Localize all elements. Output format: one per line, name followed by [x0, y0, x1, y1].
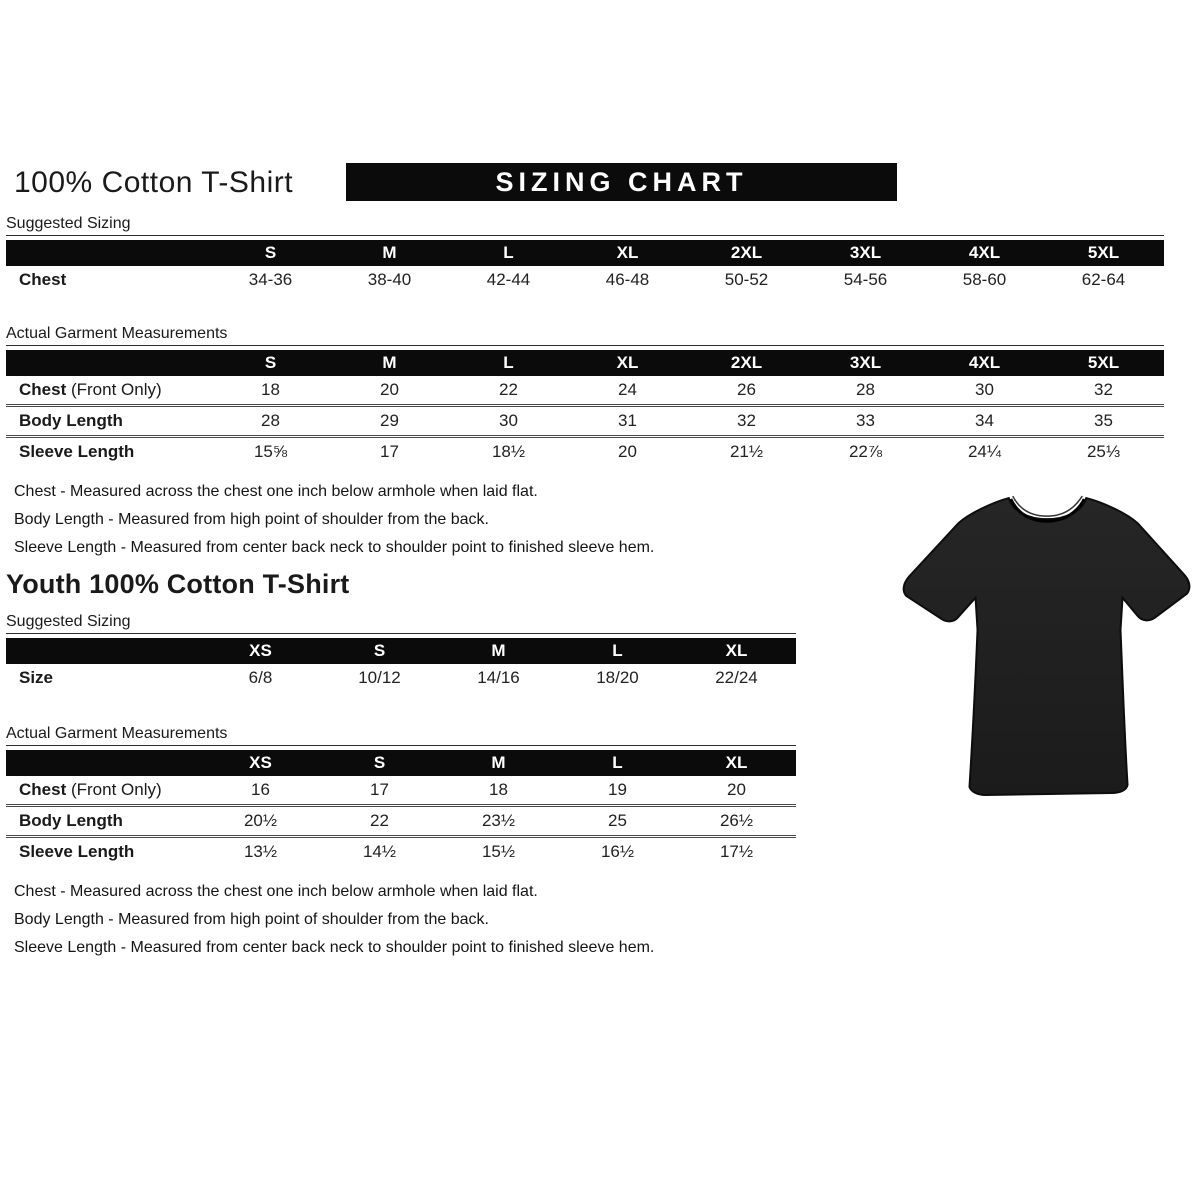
table-row [6, 435, 1164, 466]
row-label [6, 776, 201, 804]
measurement-cell: 34 [975, 411, 994, 430]
measurement-cell: 18 [261, 380, 280, 399]
column-header: 3XL [849, 243, 882, 262]
column-header: L [503, 243, 514, 262]
row-label-text: Body Length [19, 811, 123, 830]
measurement-cell: 16 [251, 780, 270, 799]
measurement-cell: 24¼ [967, 442, 1002, 461]
adult-suggested-sizing-label: Suggested Sizing [6, 214, 1164, 236]
row-label-text: Chest [19, 270, 67, 289]
measurement-cell: 18½ [491, 442, 526, 461]
row-label-text: Size [19, 668, 54, 687]
measurement-cell: 38-40 [367, 270, 412, 289]
row-label-text: Chest [19, 380, 67, 399]
page-title: 100% Cotton T-Shirt [14, 166, 294, 199]
measurement-cell: 22 [370, 811, 389, 830]
measurement-cell: 28 [261, 411, 280, 430]
adult-actual-measurements-label: Actual Garment Measurements [6, 324, 1164, 346]
measurement-cell: 19 [608, 780, 627, 799]
youth-actual-body [6, 776, 796, 866]
measurement-cell: 13½ [243, 842, 278, 861]
column-header: S [264, 243, 277, 262]
header-row [6, 163, 1194, 203]
measurement-cell: 18/20 [596, 668, 639, 687]
note-line: Chest - Measured across the chest one inch below armhole when laid flat. [14, 483, 538, 500]
measurement-cell: 15½ [481, 842, 516, 861]
measurement-cell: 17½ [719, 842, 754, 861]
row-label [6, 376, 211, 404]
column-header: M [491, 753, 506, 772]
adult-actual-measurements-table [6, 350, 1164, 466]
column-header: XL [725, 753, 748, 772]
youth-suggested-sizing-label: Suggested Sizing [6, 612, 796, 634]
measurement-cell: 30 [499, 411, 518, 430]
row-label [6, 838, 201, 866]
header-spacer-cell [6, 240, 211, 266]
row-label [6, 807, 201, 835]
column-header: 2XL [730, 243, 763, 262]
youth-suggested-body [6, 664, 796, 692]
measurement-cell: 25 [608, 811, 627, 830]
measurement-cell: 46-48 [605, 270, 650, 289]
row-label [6, 438, 211, 466]
measurement-cell: 17 [370, 780, 389, 799]
measurement-cell: 21½ [729, 442, 764, 461]
measurement-cell: 33 [856, 411, 875, 430]
row-label-text: Chest [19, 780, 67, 799]
measurement-cell: 22 [499, 380, 518, 399]
column-header: 4XL [968, 353, 1001, 372]
measurement-cell: 26½ [719, 811, 754, 830]
row-label-text: Sleeve Length [19, 442, 135, 461]
header-spacer-cell [6, 750, 201, 776]
table-row [6, 664, 796, 692]
column-header: XS [249, 753, 272, 772]
sizing-chart-banner: SIZING CHART [346, 163, 897, 201]
column-header: L [612, 753, 623, 772]
row-label-suffix: (Front Only) [66, 380, 162, 399]
measurement-cell: 23½ [481, 811, 516, 830]
table-row [6, 266, 1164, 294]
measurement-cell: 15⅝ [253, 442, 288, 461]
measurement-cell: 6/8 [248, 668, 273, 687]
note-line: Sleeve Length - Measured from center back neck to shoulder point to finished sleeve hem. [14, 939, 655, 956]
row-label-text: Body Length [19, 411, 123, 430]
note-line: Body Length - Measured from high point of shoulder from the back. [14, 911, 489, 928]
header-spacer-cell [6, 638, 201, 664]
youth-actual-header-row [6, 750, 796, 776]
column-header: M [491, 641, 506, 660]
column-header: 2XL [730, 353, 763, 372]
measurement-cell: 10/12 [358, 668, 401, 687]
note-line: Chest - Measured across the chest one inch below armhole when laid flat. [14, 883, 538, 900]
column-header: 5XL [1087, 243, 1120, 262]
measurement-cell: 42-44 [486, 270, 531, 289]
row-label-suffix: (Front Only) [66, 780, 162, 799]
measurement-cell: 24 [618, 380, 637, 399]
measurement-cell: 29 [380, 411, 399, 430]
youth-actual-measurements-label: Actual Garment Measurements [6, 724, 796, 746]
column-header: M [382, 353, 397, 372]
measurement-cell: 17 [380, 442, 399, 461]
measurement-cell: 35 [1094, 411, 1113, 430]
measurement-cell: 28 [856, 380, 875, 399]
measurement-cell: 26 [737, 380, 756, 399]
column-header: 4XL [968, 243, 1001, 262]
measurement-cell: 20½ [243, 811, 278, 830]
row-label [6, 407, 211, 435]
measurement-cell: 20 [618, 442, 637, 461]
column-header: XL [616, 353, 639, 372]
table-row [6, 404, 1164, 435]
youth-actual-measurements-table [6, 750, 796, 866]
column-header: S [373, 641, 386, 660]
measurement-cell: 32 [737, 411, 756, 430]
column-header: 5XL [1087, 353, 1120, 372]
column-header: 3XL [849, 353, 882, 372]
row-label [6, 266, 211, 294]
header-spacer-cell [6, 350, 211, 376]
row-label [6, 664, 201, 692]
measurement-cell: 16½ [600, 842, 635, 861]
column-header: L [503, 353, 514, 372]
measurement-cell: 58-60 [962, 270, 1007, 289]
black-tshirt-image [895, 476, 1197, 810]
adult-suggested-body [6, 266, 1164, 294]
measurement-cell: 20 [380, 380, 399, 399]
measurement-cell: 20 [727, 780, 746, 799]
youth-title: Youth 100% Cotton T-Shirt [6, 569, 350, 599]
adult-actual-body [6, 376, 1164, 466]
measurement-cell: 50-52 [724, 270, 769, 289]
adult-suggested-header-row [6, 240, 1164, 266]
measurement-cell: 62-64 [1081, 270, 1126, 289]
measurement-cell: 14½ [362, 842, 397, 861]
table-row [6, 804, 796, 835]
column-header: S [264, 353, 277, 372]
measurement-cell: 54-56 [843, 270, 888, 289]
measurement-cell: 22⅞ [848, 442, 883, 461]
table-row [6, 776, 796, 804]
column-header: XS [249, 641, 272, 660]
column-header: XL [725, 641, 748, 660]
table-row [6, 376, 1164, 404]
youth-measurement-notes [6, 883, 1194, 956]
adult-actual-header-row [6, 350, 1164, 376]
measurement-cell: 25⅓ [1086, 442, 1121, 461]
note-line: Body Length - Measured from high point of shoulder from the back. [14, 511, 489, 528]
row-label-text: Sleeve Length [19, 842, 135, 861]
youth-suggested-sizing-table [6, 638, 796, 692]
note-line: Sleeve Length - Measured from center back neck to shoulder point to finished sleeve hem. [14, 539, 655, 556]
column-header: XL [616, 243, 639, 262]
column-header: S [373, 753, 386, 772]
measurement-cell: 22/24 [715, 668, 758, 687]
column-header: L [612, 641, 623, 660]
measurement-cell: 32 [1094, 380, 1113, 399]
measurement-cell: 31 [618, 411, 637, 430]
measurement-cell: 30 [975, 380, 994, 399]
youth-suggested-header-row [6, 638, 796, 664]
table-row [6, 835, 796, 866]
column-header: M [382, 243, 397, 262]
measurement-cell: 18 [489, 780, 508, 799]
measurement-cell: 34-36 [248, 270, 293, 289]
measurement-cell: 14/16 [477, 668, 520, 687]
adult-suggested-sizing-table [6, 240, 1164, 294]
